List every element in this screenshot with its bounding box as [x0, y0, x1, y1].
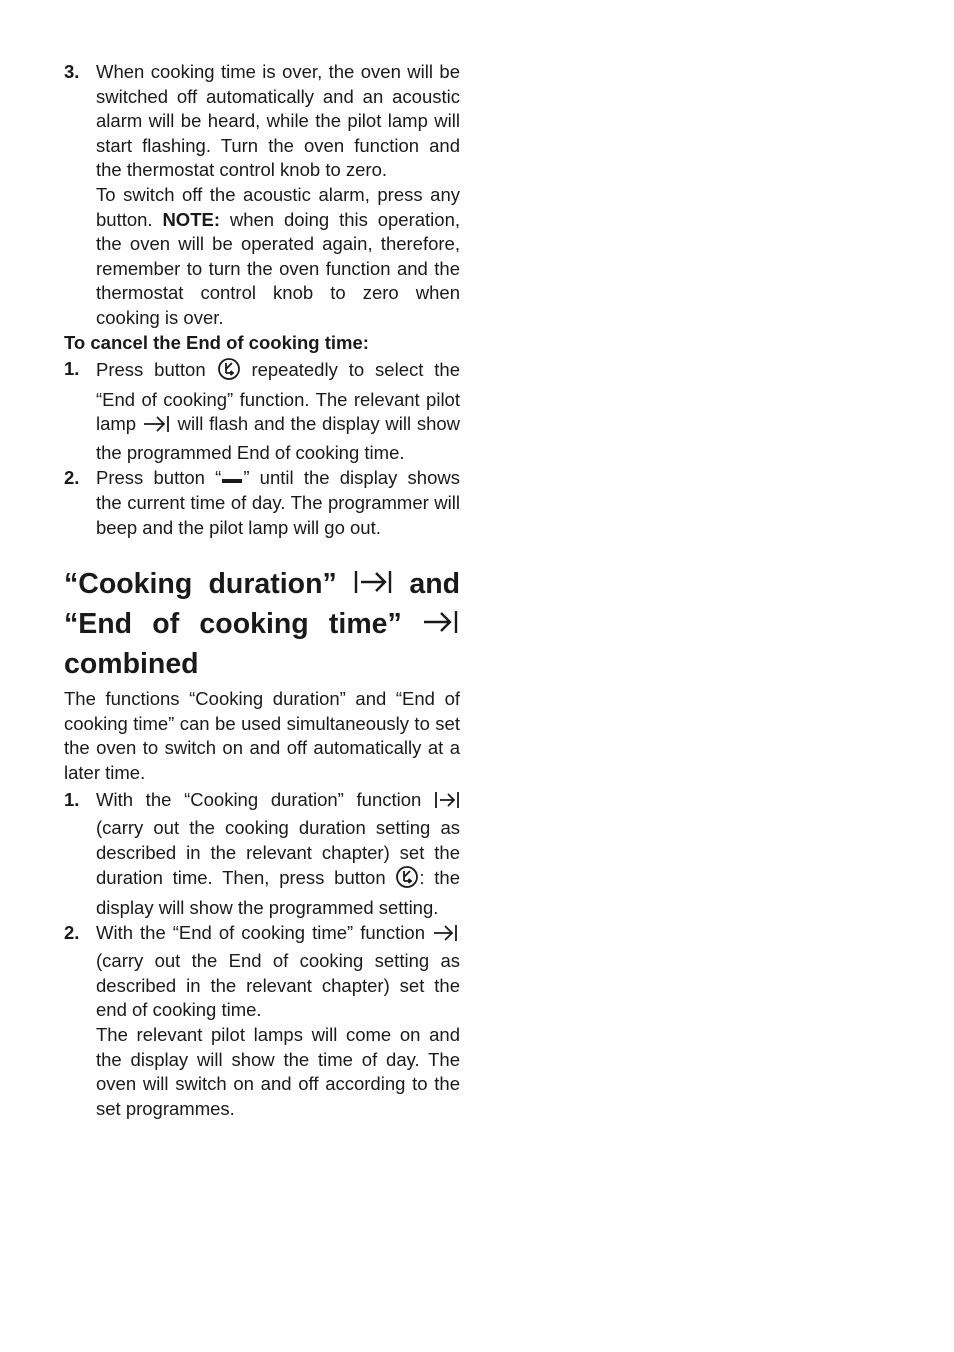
alarm-paragraph: To switch off the acoustic alarm, press any button. NOTE: when doing this operation, the oven will be operated again, therefore, remember to turn the oven function and the thermostat control knob to zero when cooking is over.: [96, 183, 460, 328]
combined-heading: “Cooking duration” and “End of cooking time” combined: [64, 568, 461, 681]
step-number: 1.: [64, 788, 80, 810]
minus-button-icon: [221, 467, 243, 492]
end-arrow-icon: [432, 923, 460, 950]
step-number: 1.: [64, 358, 80, 380]
end-arrow-icon: [142, 414, 172, 441]
cancel-heading: To cancel the End of cooking time:: [64, 331, 369, 353]
combined-step-1: 1. With the “Cooking duration” function (carry out the cooking duration setting as described in the relevant chapter) set the duration time. Then, press button : the display will show the programmed setting.: [64, 788, 461, 919]
clock-button-icon: [217, 357, 241, 388]
combined-step-2: 2. With the “End of cooking time” function (carry out the End of cooking setting as described in the relevant chapter) set the end of cooking time. The relevant pilot lamps will come on and the display will show the time of day. The oven will switch on and off according to the set programmes.: [64, 921, 460, 1122]
step-3: [64, 60, 460, 331]
duration-arrow-icon: [353, 568, 393, 606]
step-3-text: When cooking time is over, the oven will be switched off automatically and an acoustic alarm will be heard, while the pilot lamp will start flashing. Turn the oven function and the thermostat control knob to zero.: [96, 61, 460, 181]
cancel-step-1: 1. Press button repeatedly to select the “End of cooking” function. The relevant pilot lamp will flash and the display will show the programmed End of cooking time.: [64, 358, 461, 463]
combined-step-2-note: The relevant pilot lamps will come on and the display will show the time of day. The oven will switch on and off according to the set programmes.: [96, 1024, 460, 1119]
combined-intro: The functions “Cooking duration” and “End of cooking time” can be used simultaneously to set the oven to switch on and off automatically at a later time.: [64, 688, 460, 784]
end-arrow-icon: [422, 608, 460, 646]
duration-arrow-icon: [434, 790, 460, 817]
step-number: 2.: [64, 921, 80, 943]
step-number: 2.: [64, 466, 80, 488]
clock-button-icon: [395, 865, 419, 896]
cancel-step-2: 2. Press button “ ” until the display shows the current time of day. The programmer will beep and the pilot lamp will go out.: [64, 466, 460, 538]
page-column: [64, 60, 460, 1121]
step-number: 3.: [64, 61, 80, 82]
note-label: NOTE:: [162, 208, 220, 230]
